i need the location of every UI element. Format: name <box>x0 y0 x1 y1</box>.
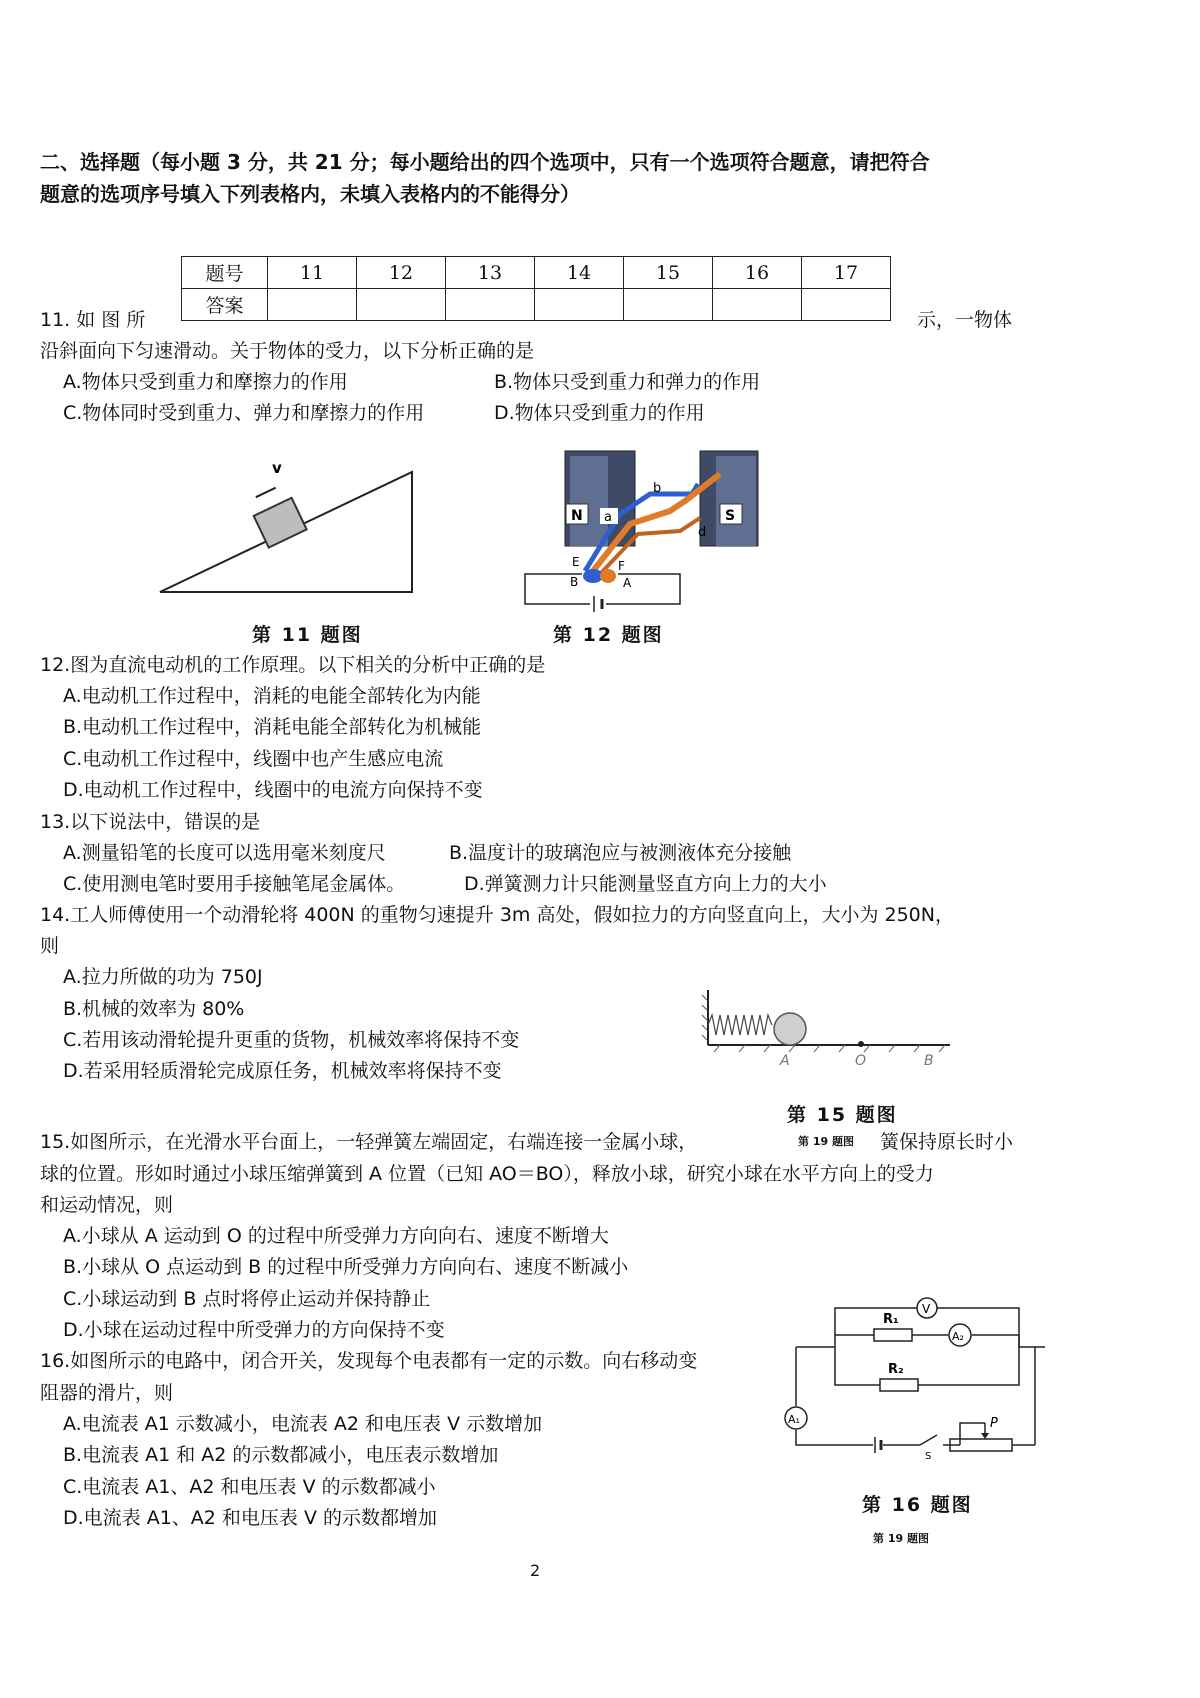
q15-option-b: B.小球从 O 点运动到 B 的过程中所受弹力方向向右、速度不断减小 <box>63 1256 629 1278</box>
q11-stem-left: 11. 如 图 所 <box>40 309 146 331</box>
q11-figure-caption: 第 11 题图 <box>252 624 363 646</box>
label-b-coil: b <box>653 481 662 496</box>
label-o-point: O <box>855 1053 867 1069</box>
q15-stem-line1b: 簧保持原长时小 <box>880 1131 1014 1153</box>
table-cell-label: 答案 <box>182 289 268 321</box>
q12-option-c: C.电动机工作过程中，线圈中也产生感应电流 <box>63 748 444 770</box>
label-ammeter-a2: A₂ <box>952 1330 964 1343</box>
motor-figure <box>520 446 780 621</box>
q11-option-b: B.物体只受到重力和弹力的作用 <box>494 371 761 393</box>
q13-stem: 13.以下说法中，错误的是 <box>40 811 261 833</box>
q16-stem-line2: 阻器的滑片，则 <box>40 1382 174 1404</box>
label-a-brush: A <box>623 576 632 590</box>
q13-option-d: D.弹簧测力计只能测量竖直方向上力的大小 <box>464 873 827 895</box>
q14-option-b: B.机械的效率为 80% <box>63 998 245 1020</box>
q12-figure-caption: 第 12 题图 <box>553 624 664 646</box>
answer-table <box>181 256 891 321</box>
q15-stem-line1a: 15.如图所示，在光滑水平台面上，一轻弹簧左端固定，右端连接一金属小球， <box>40 1131 698 1153</box>
q15-stem-line3: 和运动情况，则 <box>40 1194 174 1216</box>
q13-option-a: A.测量铅笔的长度可以选用毫米刻度尺 <box>63 842 386 864</box>
q16-option-a: A.电流表 A1 示数减小，电流表 A2 和电压表 V 示数增加 <box>63 1413 543 1435</box>
answer-cell[interactable] <box>535 289 624 321</box>
q14-option-c: C.若用该动滑轮提升更重的货物，机械效率将保持不变 <box>63 1029 520 1051</box>
velocity-label: v <box>272 459 282 477</box>
label-ammeter-a1: A₁ <box>788 1413 800 1426</box>
table-row <box>182 257 891 289</box>
q12-option-a: A.电动机工作过程中，消耗的电能全部转化为内能 <box>63 685 481 707</box>
page-number: 2 <box>530 1561 541 1580</box>
q16-option-b: B.电流表 A1 和 A2 的示数都减小，电压表示数增加 <box>63 1444 499 1466</box>
q11-stem-right: 示，一物体 <box>917 309 1013 331</box>
q16-stem-line1: 16.如图所示的电路中，闭合开关，发现每个电表都有一定的示数。向右移动变 <box>40 1350 698 1372</box>
table-cell-number: 15 <box>624 257 713 289</box>
label-e: E <box>572 555 580 569</box>
section-title-line2: 题意的选项序号填入下列表格内，未填入表格内的不能得分） <box>40 182 580 206</box>
q11-option-c: C.物体同时受到重力、弹力和摩擦力的作用 <box>63 402 425 424</box>
q16-option-c: C.电流表 A1、A2 和电压表 V 的示数都减小 <box>63 1476 436 1498</box>
q12-option-d: D.电动机工作过程中，线圈中的电流方向保持不变 <box>63 779 483 801</box>
q14-stem-line2: 则 <box>40 935 60 957</box>
incline-figure <box>150 455 430 605</box>
label-switch: S <box>925 1451 932 1462</box>
q16-option-d: D.电流表 A1、A2 和电压表 V 的示数都增加 <box>63 1507 437 1529</box>
q16-figure-subcaption: 第 19 题图 <box>873 1532 929 1545</box>
q11-option-a: A.物体只受到重力和摩擦力的作用 <box>63 371 348 393</box>
table-cell-number: 16 <box>713 257 802 289</box>
q12-option-b: B.电动机工作过程中，消耗电能全部转化为机械能 <box>63 716 482 738</box>
q15-option-c: C.小球运动到 B 点时将停止运动并保持静止 <box>63 1288 431 1310</box>
label-n: N <box>571 508 583 524</box>
q13-option-c: C.使用测电笔时要用手接触笔尾金属体。 <box>63 873 406 895</box>
q14-option-a: A.拉力所做的功为 750J <box>63 966 263 988</box>
q15-figure-subcaption: 第 19 题图 <box>798 1135 854 1148</box>
label-r1: R₁ <box>883 1312 899 1327</box>
q15-stem-line2: 球的位置。形如时通过小球压缩弹簧到 A 位置（已知 AO＝BO），释放小球，研究小球在水平方向上的受力 <box>40 1163 934 1185</box>
table-cell-number: 14 <box>535 257 624 289</box>
table-cell-number: 17 <box>802 257 891 289</box>
table-cell-number: 12 <box>357 257 446 289</box>
label-r2: R₂ <box>888 1362 904 1377</box>
label-slider: P <box>990 1416 998 1431</box>
answer-cell[interactable] <box>446 289 535 321</box>
q13-option-b: B.温度计的玻璃泡应与被测液体充分接触 <box>449 842 792 864</box>
label-b-brush: B <box>570 575 579 589</box>
answer-cell[interactable] <box>624 289 713 321</box>
q14-stem-line1: 14.工人师傅使用一个动滑轮将 400N 的重物匀速提升 3m 高处，假如拉力的方向竖直向上，大小为 250N， <box>40 904 954 926</box>
label-d-coil: d <box>698 525 707 540</box>
label-voltmeter: V <box>922 1302 931 1316</box>
answer-cell[interactable] <box>802 289 891 321</box>
table-row <box>182 289 891 321</box>
spring-figure <box>700 985 960 1070</box>
q15-figure-caption: 第 15 题图 <box>787 1104 898 1126</box>
q15-option-a: A.小球从 A 运动到 O 的过程中所受弹力方向向右、速度不断增大 <box>63 1225 609 1247</box>
answer-cell[interactable] <box>713 289 802 321</box>
q15-option-d: D.小球在运动过程中所受弹力的方向保持不变 <box>63 1319 445 1341</box>
q16-figure-caption: 第 16 题图 <box>862 1494 973 1516</box>
table-cell-number: 11 <box>268 257 357 289</box>
label-b-point: B <box>924 1053 934 1069</box>
table-cell-number: 13 <box>446 257 535 289</box>
label-a-coil: a <box>604 510 612 525</box>
q11-stem-line2: 沿斜面向下匀速滑动。关于物体的受力，以下分析正确的是 <box>40 340 535 362</box>
q14-option-d: D.若采用轻质滑轮完成原任务，机械效率将保持不变 <box>63 1060 502 1082</box>
circuit-figure <box>788 1295 1035 1462</box>
q12-stem: 12.图为直流电动机的工作原理。以下相关的分析中正确的是 <box>40 654 546 676</box>
label-s: S <box>725 508 736 524</box>
section-title-line1: 二、选择题（每小题 3 分，共 21 分；每小题给出的四个选项中，只有一个选项符合题意，请把符合 <box>40 150 930 174</box>
label-a-point: A <box>780 1053 790 1069</box>
answer-cell[interactable] <box>357 289 446 321</box>
q11-option-d: D.物体只受到重力的作用 <box>494 402 705 424</box>
table-cell-label: 题号 <box>182 257 268 289</box>
answer-cell[interactable] <box>268 289 357 321</box>
label-f: F <box>618 559 625 573</box>
